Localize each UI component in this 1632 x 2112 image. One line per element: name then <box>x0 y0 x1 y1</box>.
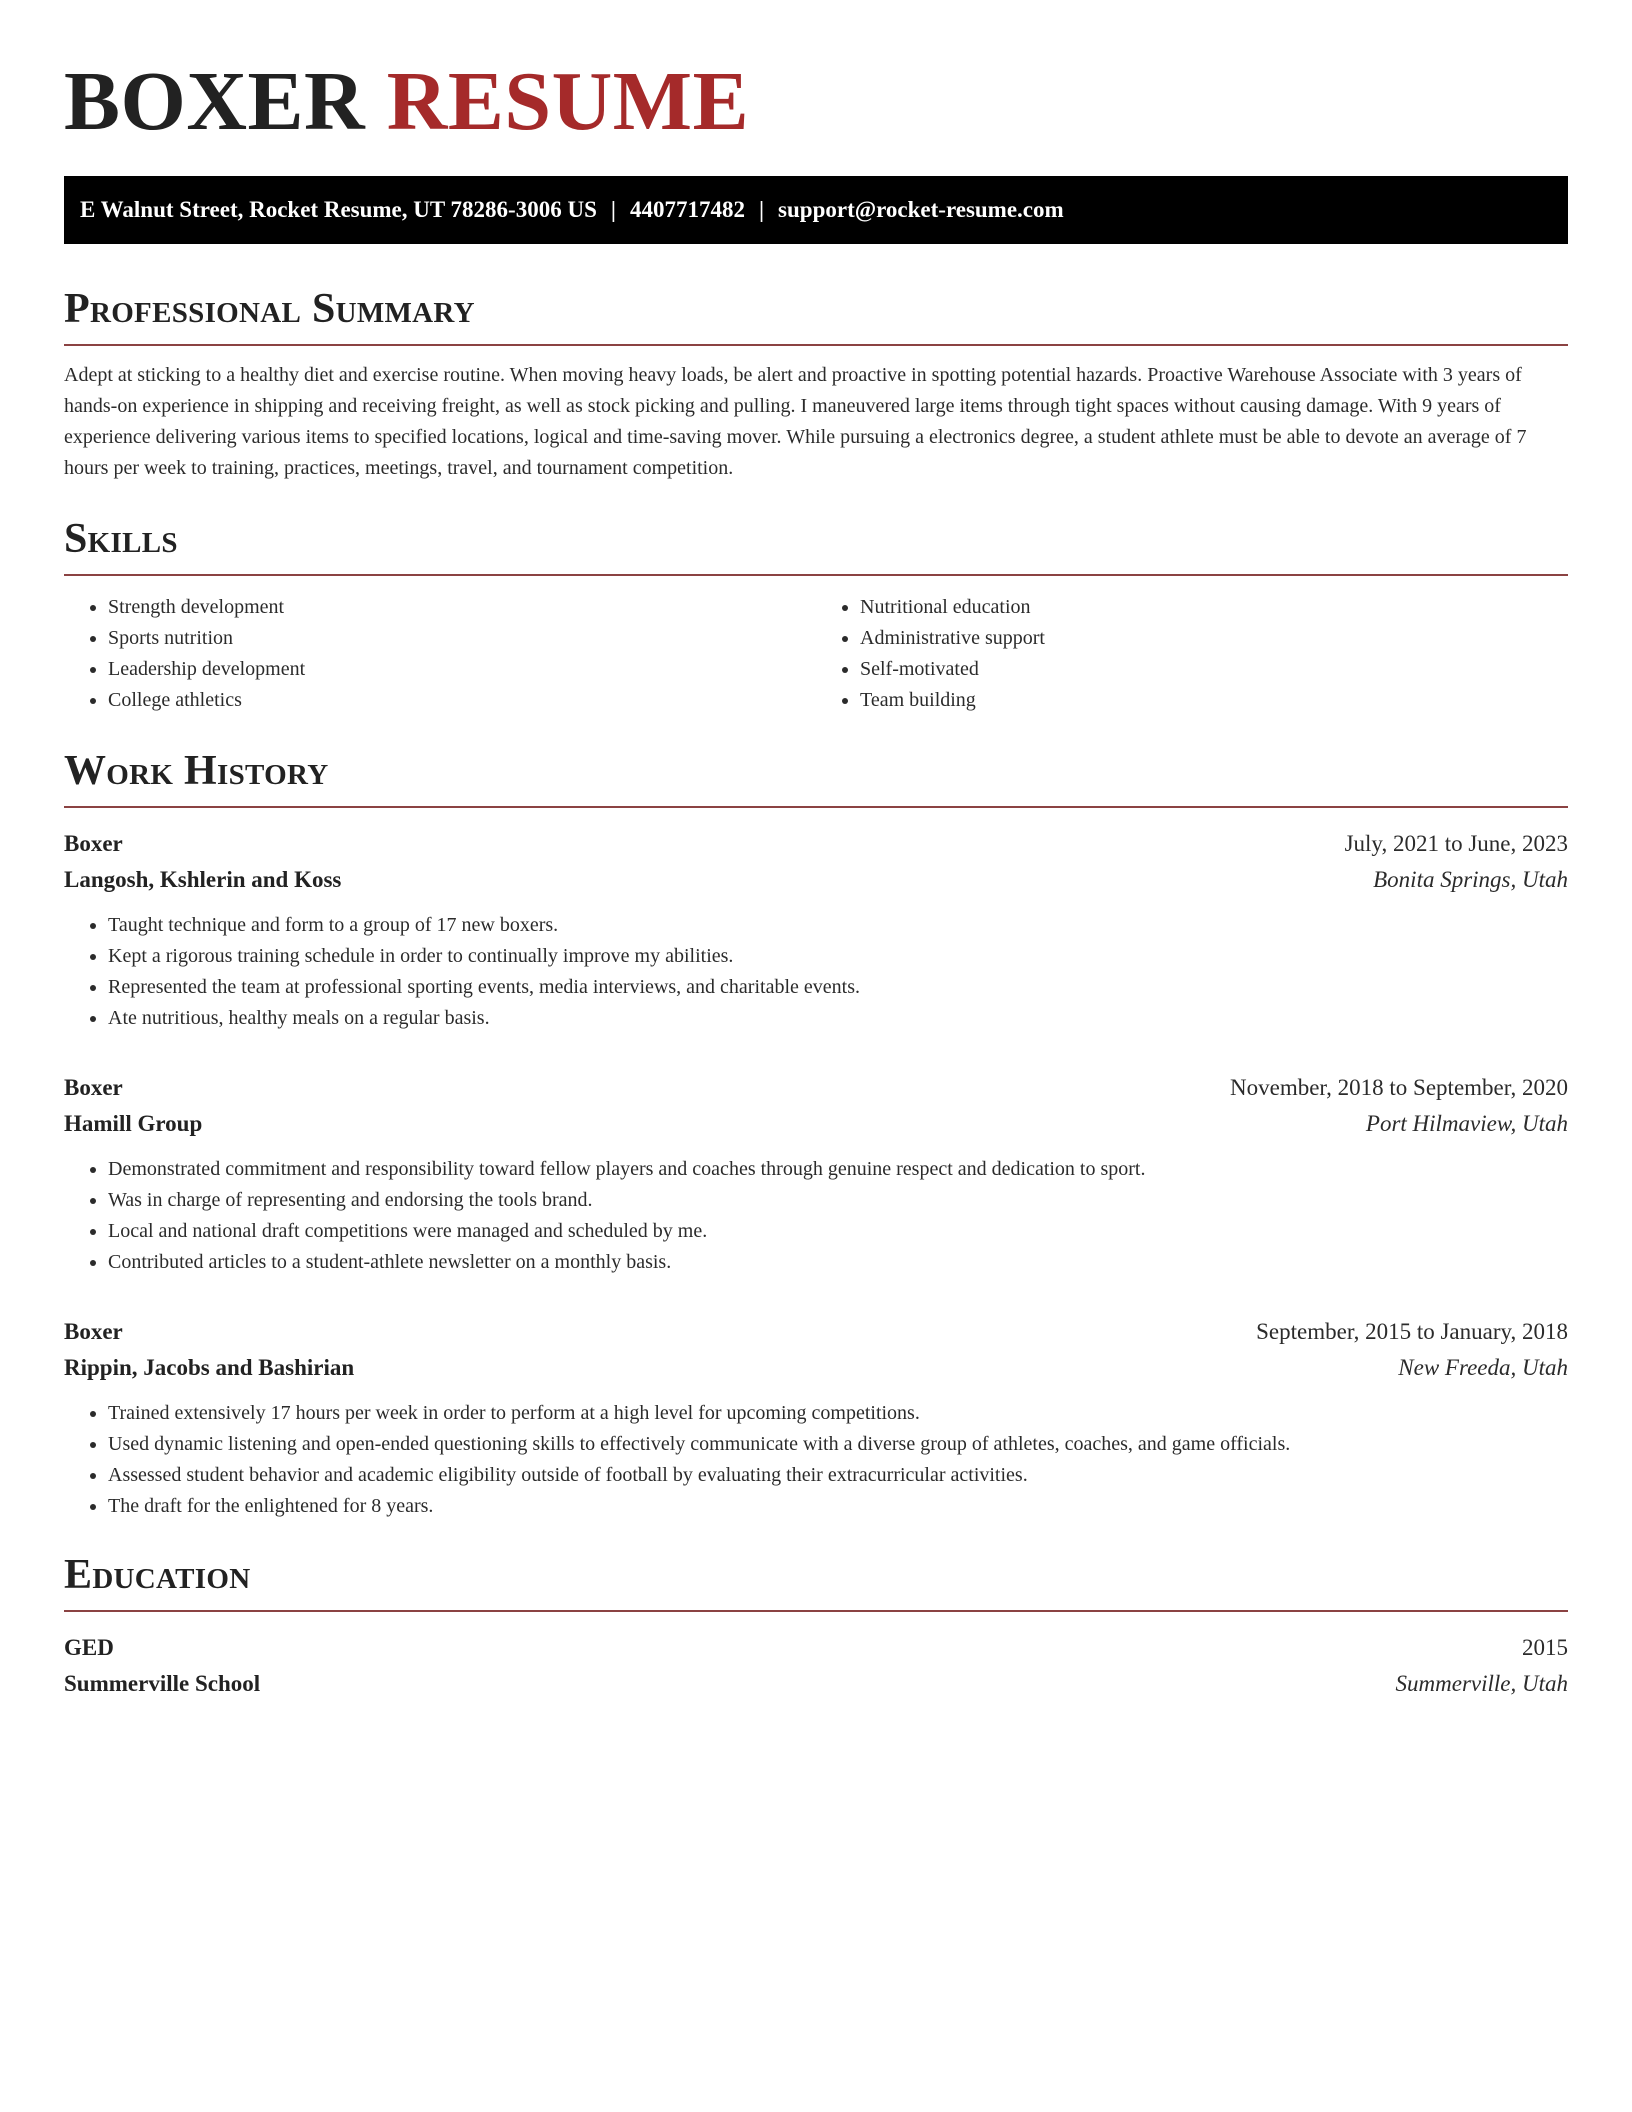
job-bullet: • Trained extensively 17 hours per week in order to perform at a high level for upcoming competitions. <box>108 1398 1568 1429</box>
job-company: Rippin, Jacobs and Bashirian <box>64 1355 355 1380</box>
job-company-row <box>64 1106 1568 1142</box>
summary-title: Professional Summary <box>64 286 475 332</box>
skill-item: • College athletics <box>108 685 816 716</box>
job-bullet: • The draft for the enlightened for 8 years. <box>108 1491 1568 1522</box>
job-entry <box>64 826 1568 1034</box>
education-school: Summerville School <box>64 1671 261 1696</box>
education-entry <box>64 1630 1568 1702</box>
section-divider <box>64 344 1568 346</box>
work-history-section <box>64 746 1568 1522</box>
job-entry <box>64 1070 1568 1278</box>
skills-grid <box>64 592 1568 716</box>
name-first: BOXER <box>64 55 366 148</box>
job-header-row <box>64 826 1568 862</box>
job-bullet: • Was in charge of representing and endorsing the tools brand. <box>108 1185 1568 1216</box>
job-role: Boxer <box>64 1075 123 1100</box>
job-header-row <box>64 1314 1568 1350</box>
job-bullet: • Assessed student behavior and academic eligibility outside of football by evaluating their extracurricular activities. <box>108 1460 1568 1491</box>
job-bullet: • Taught technique and form to a group of 17 new boxers. <box>108 910 1568 941</box>
work-history-title: Work History <box>64 748 329 794</box>
job-bullet: • Represented the team at professional sporting events, media interviews, and charitable events. <box>108 972 1568 1003</box>
contact-email: support@rocket-resume.com <box>778 197 1064 222</box>
job-bullet: • Kept a rigorous training schedule in order to continually improve my abilities. <box>108 941 1568 972</box>
job-bullet: • Contributed articles to a student-athlete newsletter on a monthly basis. <box>108 1247 1568 1278</box>
job-location: Port Hilmaview, Utah <box>1365 1111 1568 1136</box>
education-section <box>64 1550 1568 1702</box>
job-location: Bonita Springs, Utah <box>1373 867 1568 892</box>
skills-left-column <box>64 592 816 716</box>
job-bullet: • Ate nutritious, healthy meals on a regular basis. <box>108 1003 1568 1034</box>
contact-bar <box>64 176 1568 244</box>
job-entry <box>64 1314 1568 1522</box>
section-divider <box>64 574 1568 576</box>
summary-text: Adept at sticking to a healthy diet and exercise routine. When moving heavy loads, be alert and proactive in spotting potential hazards. Proactive Warehouse Associate with 3 years of hands-on experience in shipping and receiving freight, as well as stock picking and pulling. I maneuvered large items through tight spaces without causing damage. With 9 years of experience delivering various items to specified locations, logical and time-saving mover. While pursuing a electronics degree, a student athlete must be able to devote an average of 7 hours per week to training, practices, meetings, travel, and tournament competition. <box>64 364 1527 479</box>
skill-item: • Strength development <box>108 592 816 623</box>
section-divider <box>64 1610 1568 1612</box>
skill-item: • Self-motivated <box>860 654 1568 685</box>
skills-right-column <box>816 592 1568 716</box>
education-year: 2015 <box>1522 1635 1568 1660</box>
education-header-row <box>64 1630 1568 1666</box>
job-bullet: • Demonstrated commitment and responsibility toward fellow players and coaches through genuine respect and dedication to sport. <box>108 1154 1568 1185</box>
contact-separator: | <box>610 197 616 222</box>
job-company: Hamill Group <box>64 1111 203 1136</box>
job-dates: November, 2018 to September, 2020 <box>1230 1075 1568 1100</box>
job-bullets <box>64 910 1568 1034</box>
education-school-row <box>64 1666 1568 1702</box>
job-role: Boxer <box>64 1319 123 1344</box>
skills-title: Skills <box>64 516 178 562</box>
job-header-row <box>64 1070 1568 1106</box>
summary-section <box>64 284 1568 484</box>
education-degree: GED <box>64 1635 114 1660</box>
job-company-row <box>64 862 1568 898</box>
job-dates: September, 2015 to January, 2018 <box>1256 1319 1568 1344</box>
resume-name <box>64 52 1568 152</box>
contact-separator: | <box>758 197 765 222</box>
education-location: Summerville, Utah <box>1395 1671 1568 1696</box>
job-bullet: • Local and national draft competitions were managed and scheduled by me. <box>108 1216 1568 1247</box>
contact-address: E Walnut Street, Rocket Resume, UT 78286-3006 US <box>80 197 597 222</box>
skills-section <box>64 514 1568 716</box>
skill-item: • Sports nutrition <box>108 623 816 654</box>
job-bullets <box>64 1398 1568 1522</box>
job-bullets <box>64 1154 1568 1278</box>
skill-item: • Leadership development <box>108 654 816 685</box>
section-divider <box>64 806 1568 808</box>
skill-item: • Team building <box>860 685 1568 716</box>
job-company: Langosh, Kshlerin and Koss <box>64 867 342 892</box>
job-company-row <box>64 1350 1568 1386</box>
skill-item: • Nutritional education <box>860 592 1568 623</box>
skill-item: • Administrative support <box>860 623 1568 654</box>
contact-phone: 4407717482 <box>629 197 745 222</box>
job-dates: July, 2021 to June, 2023 <box>1344 831 1568 856</box>
job-role: Boxer <box>64 831 123 856</box>
name-last: RESUME <box>386 55 750 148</box>
job-location: New Freeda, Utah <box>1398 1355 1568 1380</box>
job-bullet: • Used dynamic listening and open-ended questioning skills to effectively communicate with a diverse group of athletes, coaches, and game officials. <box>108 1429 1568 1460</box>
education-title: Education <box>64 1552 251 1598</box>
